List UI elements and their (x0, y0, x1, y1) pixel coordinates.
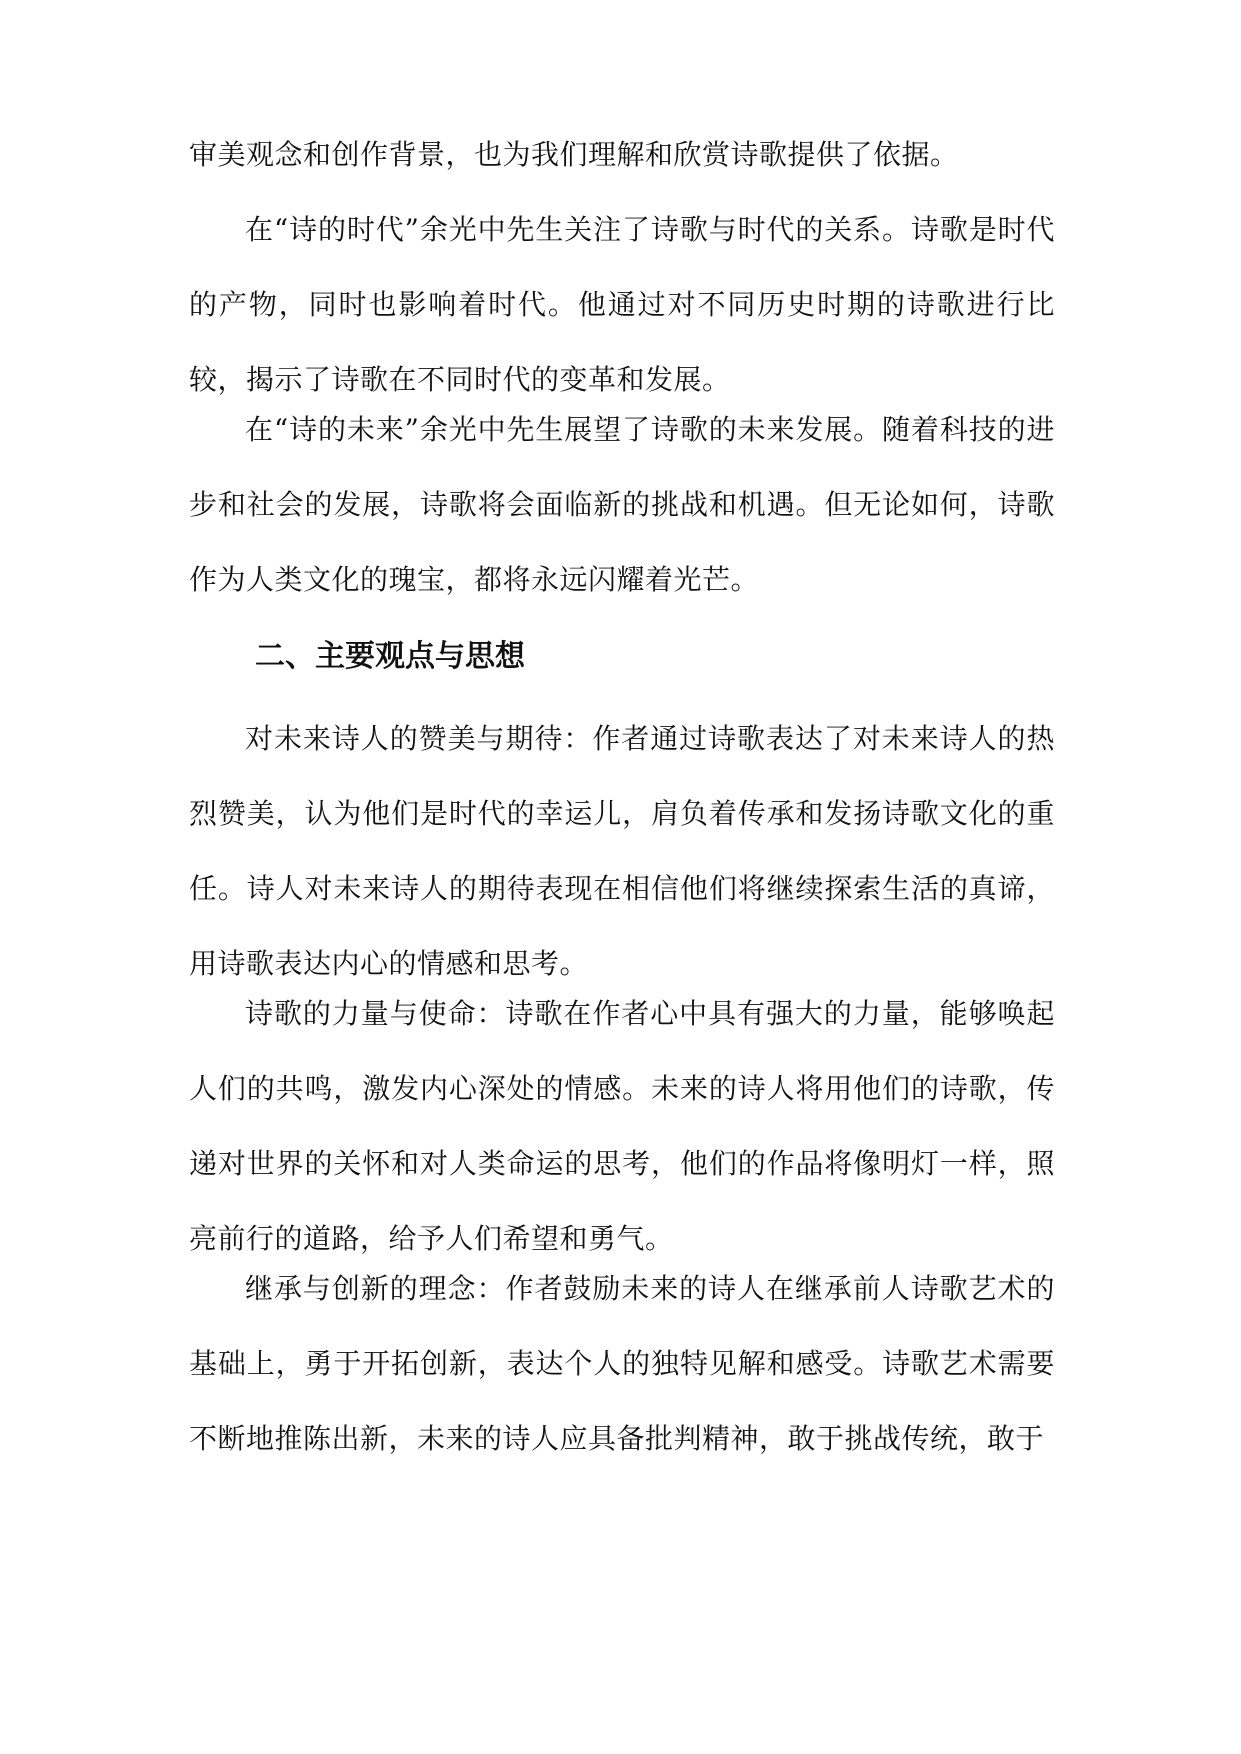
paragraph-era-of-poetry: 在“诗的时代”余光中先生关注了诗歌与时代的关系。诗歌是时代的产物，同时也影响着时代。他通过对不同历史时期的诗歌进行比较，揭示了诗歌在不同时代的变革和发展。 (189, 213, 1055, 396)
paragraph-praise-and-expectation: 对未来诗人的赞美与期待：作者通过诗歌表达了对未来诗人的热烈赞美，认为他们是时代的幸运儿，肩负着传承和发扬诗歌文化的重任。诗人对未来诗人的期待表现在相信他们将继续探索生活的真谛，用诗歌表达内心的情感和思考。 (189, 722, 1055, 980)
paragraph-continuation: 审美观念和创作背景，也为我们理解和欣赏诗歌提供了依据。 (189, 138, 959, 171)
paragraph-future-of-poetry: 在“诗的未来”余光中先生展望了诗歌的未来发展。随着科技的进步和社会的发展，诗歌将会面临新的挑战和机遇。但无论如何，诗歌作为人类文化的瑰宝，都将永远闪耀着光芒。 (189, 413, 1055, 596)
paragraph-inheritance-and-innovation: 继承与创新的理念：作者鼓励未来的诗人在继承前人诗歌艺术的基础上，勇于开拓创新，表达个人的独特见解和感受。诗歌艺术需要不断地推陈出新，未来的诗人应具备批判精神，敢于挑战传统，敢于 (189, 1272, 1055, 1455)
section-heading: 二、主要观点与思想 (255, 639, 525, 674)
paragraph-power-and-mission: 诗歌的力量与使命：诗歌在作者心中具有强大的力量，能够唤起人们的共鸣，激发内心深处的情感。未来的诗人将用他们的诗歌，传递对世界的关怀和对人类命运的思考，他们的作品将像明灯一样，照亮前行的道路，给予人们希望和勇气。 (189, 997, 1055, 1255)
